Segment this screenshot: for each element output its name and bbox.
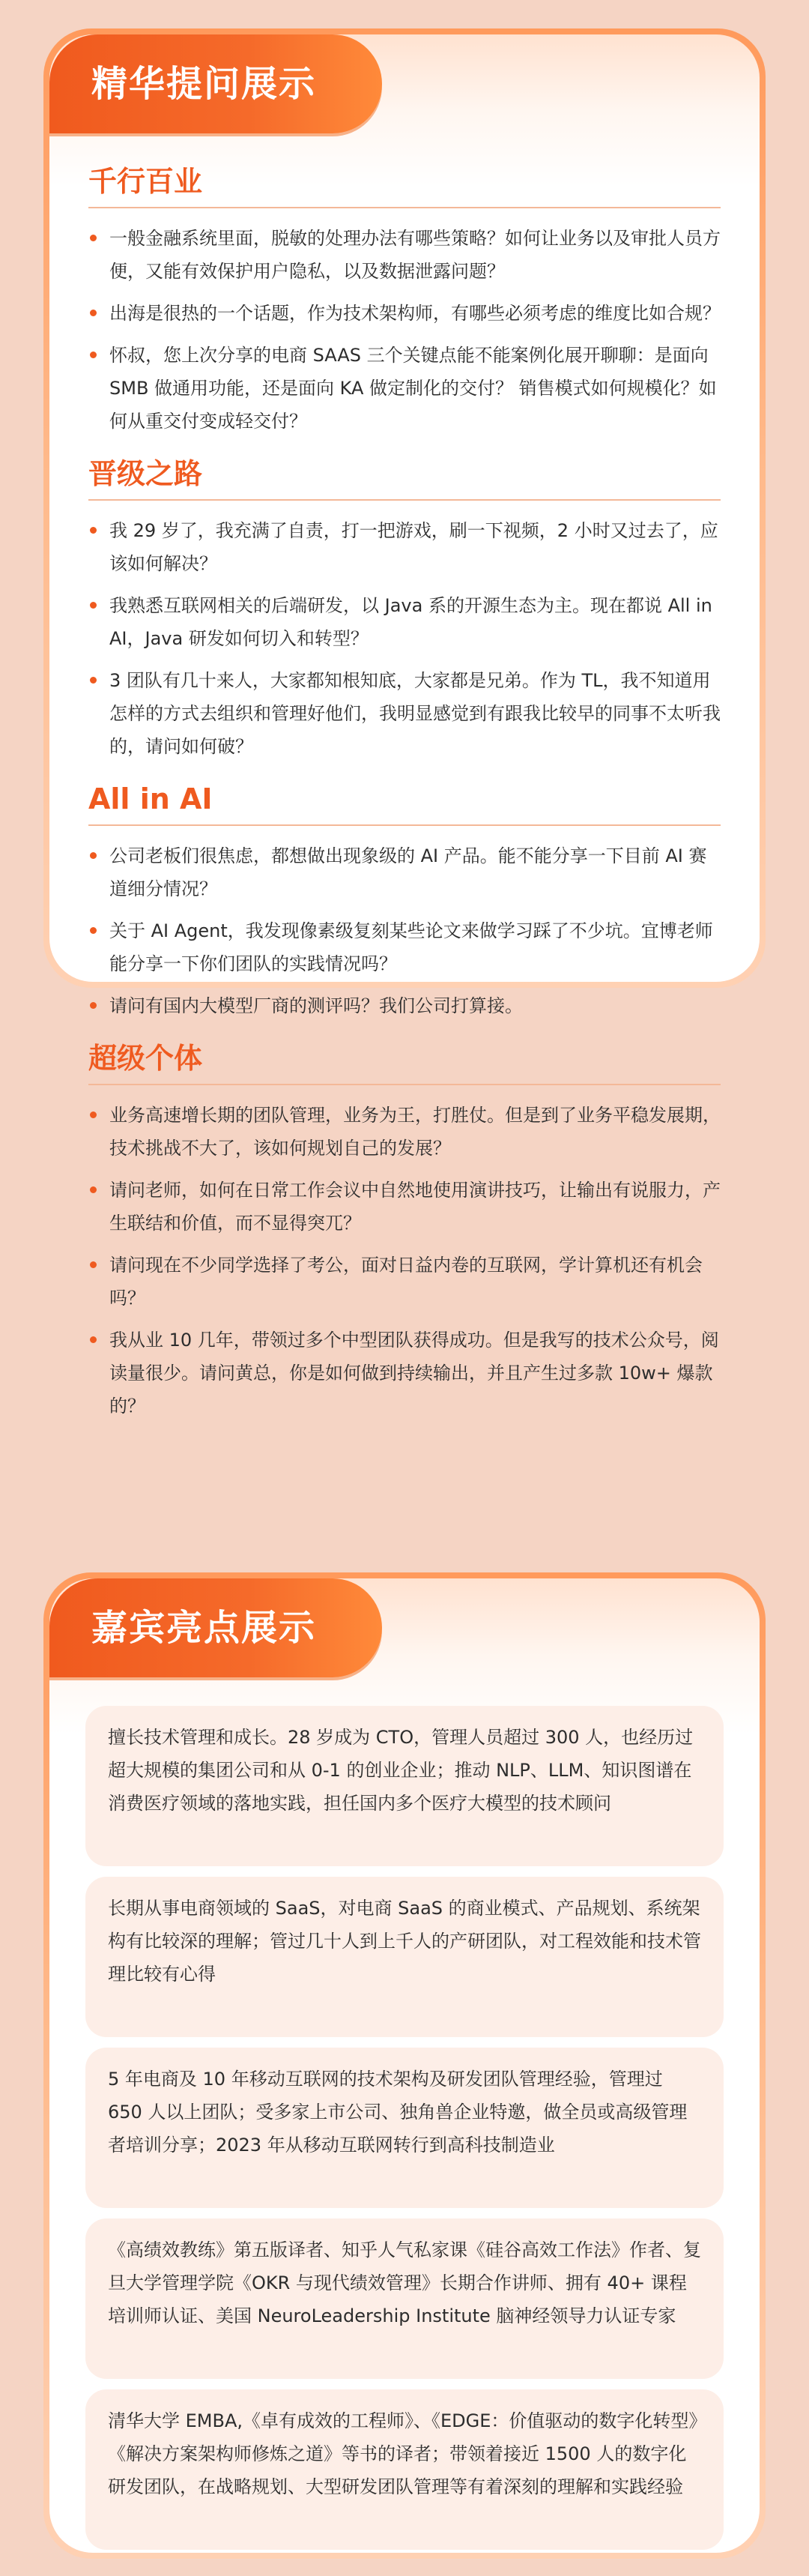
guests-panel-body bbox=[49, 1578, 760, 2553]
questions-list bbox=[88, 160, 721, 1438]
questions-panel-title: 精华提问展示 bbox=[49, 34, 382, 133]
question-item: 请问老师，如何在日常工作会议中自然地使用演讲技巧，让输出有说服力，产生联结和价值，而不显得突兀？ bbox=[88, 1174, 721, 1240]
question-item: 怀叔，您上次分享的电商 SAAS 三个关键点能不能案例化展开聊聊：是面向 SMB 做通用功能，还是面向 KA 做定制化的交付？ 销售模式如何规模化？如何从重交付变成轻交付？ bbox=[88, 339, 721, 438]
question-item: 一般金融系统里面，脱敏的处理办法有哪些策略？如何让业务以及审批人员方便，又能有效保护用户隐私，以及数据泄露问题？ bbox=[88, 222, 721, 288]
section-title: 超级个体 bbox=[88, 1037, 721, 1085]
section-title: 晋级之路 bbox=[88, 453, 721, 501]
guest-card: 5 年电商及 10 年移动互联网的技术架构及研发团队管理经验，管理过 650 人以上团队；受多家上市公司、独角兽企业特邀，做全员或高级管理者培训分享；2023 年从移动互联网转行到高科技制造业 bbox=[85, 2048, 724, 2208]
section-industries bbox=[88, 160, 721, 438]
section-all-in-ai bbox=[88, 778, 721, 1022]
guest-card: 清华大学 EMBA,《卓有成效的工程师》、《EDGE：价值驱动的数字化转型》《解决方案架构师修炼之道》等书的译者；带领着接近 1500 人的数字化研发团队，在战略规划、大型研发团队管理等有着深刻的理解和实践经验 bbox=[85, 2389, 724, 2550]
questions-panel-body bbox=[49, 34, 760, 1417]
section-title: 千行百业 bbox=[88, 160, 721, 208]
question-item: 3 团队有几十来人，大家都知根知底，大家都是兄弟。作为 TL，我不知道用怎样的方式去组织和管理好他们，我明显感觉到有跟我比较早的同事不太听我的，请问如何破？ bbox=[88, 664, 721, 763]
question-item: 我熟悉互联网相关的后端研发，以 Java 系的开源生态为主。现在都说 All in AI，Java 研发如何切入和转型？ bbox=[88, 589, 721, 655]
guest-card: 长期从事电商领域的 SaaS，对电商 SaaS 的商业模式、产品规划、系统架构有比较深的理解；管过几十人到上千人的产研团队，对工程效能和技术管理比较有心得 bbox=[85, 1877, 724, 2037]
section-promotion bbox=[88, 453, 721, 763]
question-item: 关于 AI Agent，我发现像素级复刻某些论文来做学习踩了不少坑。宜博老师能分享一下你们团队的实践情况吗？ bbox=[88, 914, 721, 980]
question-item: 公司老板们很焦虑，都想做出现象级的 AI 产品。能不能分享一下目前 AI 赛道细分情况？ bbox=[88, 839, 721, 905]
guest-card-list bbox=[85, 1706, 724, 2560]
question-item: 请问现在不少同学选择了考公，面对日益内卷的互联网，学计算机还有机会吗？ bbox=[88, 1249, 721, 1315]
question-item: 业务高速增长期的团队管理，业务为王，打胜仗。但是到了业务平稳发展期，技术挑战不大了，该如何规划自己的发展？ bbox=[88, 1099, 721, 1165]
question-item: 我 29 岁了，我充满了自责，打一把游戏，刷一下视频，2 小时又过去了，应该如何解决？ bbox=[88, 514, 721, 580]
guests-panel-title: 嘉宾亮点展示 bbox=[49, 1578, 382, 1677]
section-title: All in AI bbox=[88, 778, 721, 826]
question-item: 出海是很热的一个话题，作为技术架构师，有哪些必须考虑的维度比如合规？ bbox=[88, 297, 721, 330]
question-item: 请问有国内大模型厂商的测评吗？我们公司打算接。 bbox=[88, 989, 721, 1022]
section-super-individual bbox=[88, 1037, 721, 1423]
question-item: 我从业 10 几年，带领过多个中型团队获得成功。但是我写的技术公众号，阅读量很少。请问黄总，你是如何做到持续输出，并且产生过多款 10w+ 爆款的？ bbox=[88, 1324, 721, 1423]
guest-card: 《高绩效教练》第五版译者、知乎人气私家课《硅谷高效工作法》作者、复旦大学管理学院《OKR 与现代绩效管理》长期合作讲师、拥有 40+ 课程培训师认证、美国 NeuroLeadership Institute 脑神经领导力认证专家 bbox=[85, 2218, 724, 2379]
guests-panel bbox=[43, 1572, 766, 2559]
questions-panel bbox=[43, 28, 766, 1417]
guest-card: 擅长技术管理和成长。28 岁成为 CTO，管理人员超过 300 人，也经历过超大规模的集团公司和从 0-1 的创业企业；推动 NLP、LLM、知识图谱在消费医疗领域的落地实践，担任国内多个医疗大模型的技术顾问 bbox=[85, 1706, 724, 1866]
